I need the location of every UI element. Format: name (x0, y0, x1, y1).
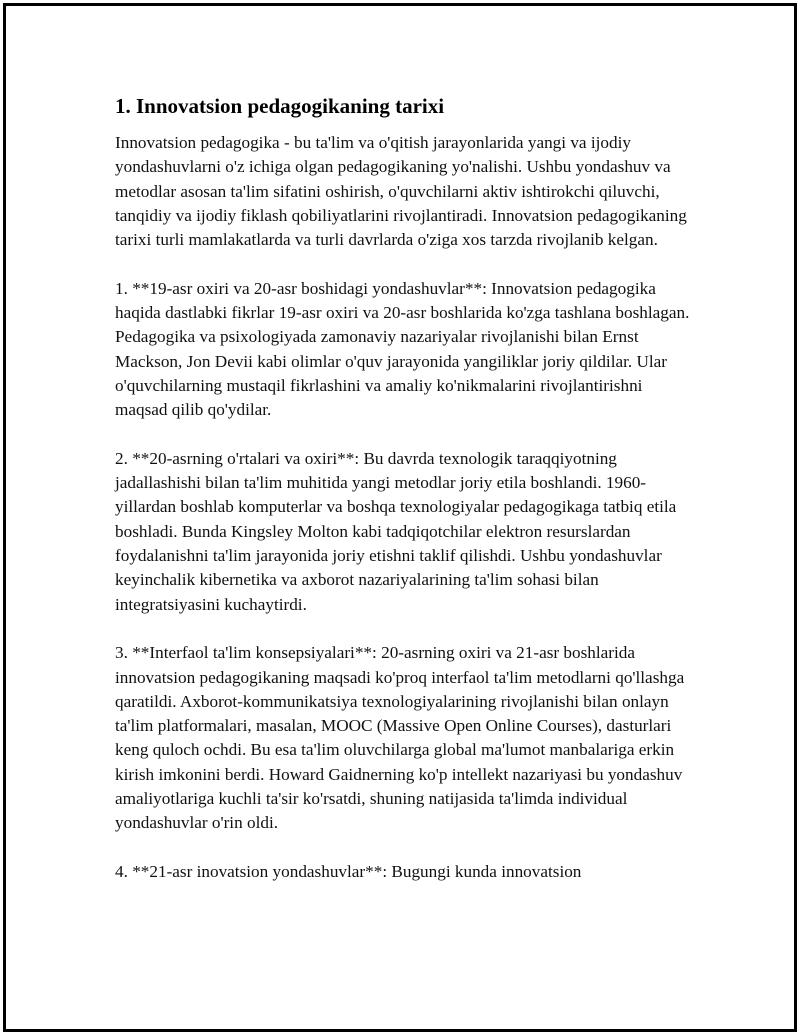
section-heading: 1. Innovatsion pedagogikaning tarixi (115, 94, 445, 118)
intro-paragraph: Innovatsion pedagogika - bu ta'lim va o'qitish jarayonlarida yangi va ijodiy yondashuvlarni o'z ichiga olgan pedagogikaning yo'nalishi. Ushbu yondashuv va metodlar asosan ta'lim sifatini oshirish, o'quvchilarni aktiv ishtirokchi qiluvchi, tanqidiy va ijodiy fiklash qobiliyatlarini rivojlantiradi. Innovatsion pedagogikaning tarixi turli mamlakatlarda va turli davrlarda o'ziga xos tarzda rivojlanib kelgan. (115, 133, 687, 250)
paragraph-19th-century: 1. **19-asr oxiri va 20-asr boshidagi yondashuvlar**: Innovatsion pedagogika haqida dastlabki fikrlar 19-asr oxiri va 20-asr boshlarida ko'zga tashlana boshlagan. Pedagogika va psixologiyada zamonaviy nazariyalar rivojlanishi bilan Ernst Mackson, Jon Devii kabi olimlar o'quv jarayonida yangiliklar joriy qildilar. Ular o'quvchilarning mustaqil fikrlashini va amaliy ko'nikmalarini rivojlantirishni maqsad qilib qo'ydilar. (115, 278, 690, 420)
document-body (115, 92, 695, 884)
paragraph-21st-century: 4. **21-asr inovatsion yondashuvlar**: Bugungi kunda innovatsion (115, 861, 582, 881)
paragraph-interactive-learning: 3. **Interfaol ta'lim konsepsiyalari**: 20-asrning oxiri va 21-asr boshlarida innovatsion pedagogikaning maqsadi ko'proq interfaol ta'lim metodlarni qo'llashga qaratildi. Axborot-kommunikatsiya texnologiyalarining rivojlanishi bilan onlayn ta'lim platformalari, masalan, MOOC (Massive Open Online Courses), dasturlari keng quloch ochdi. Bu esa ta'lim oluvchilarga global ma'lumot manbalariga erkin kirish imkonini berdi. Howard Gaidnerning ko'p intellekt nazariyasi bu yondashuv amaliyotlariga kuchli ta'sir ko'rsatdi, shuning natijasida ta'limda individual yondashuvlar o'rin oldi. (115, 643, 685, 833)
paragraph-20th-century: 2. **20-asrning o'rtalari va oxiri**: Bu davrda texnologik taraqqiyotning jadallashishi bilan ta'lim muhitida yangi metodlar joriy etila boshlandi. 1960-yillardan boshlab komputerlar va boshqa texnologiyalar pedagogikaga tatbiq etila boshladi. Bunda Kingsley Molton kabi tadqiqotchilar elektron resurslardan foydalanishni ta'lim jarayonida joriy etishni taklif qilishdi. Ushbu yondashuvlar keyinchalik kibernetika va axborot nazariyalarining ta'lim sohasi bilan integratsiyasini kuchaytirdi. (115, 448, 677, 614)
